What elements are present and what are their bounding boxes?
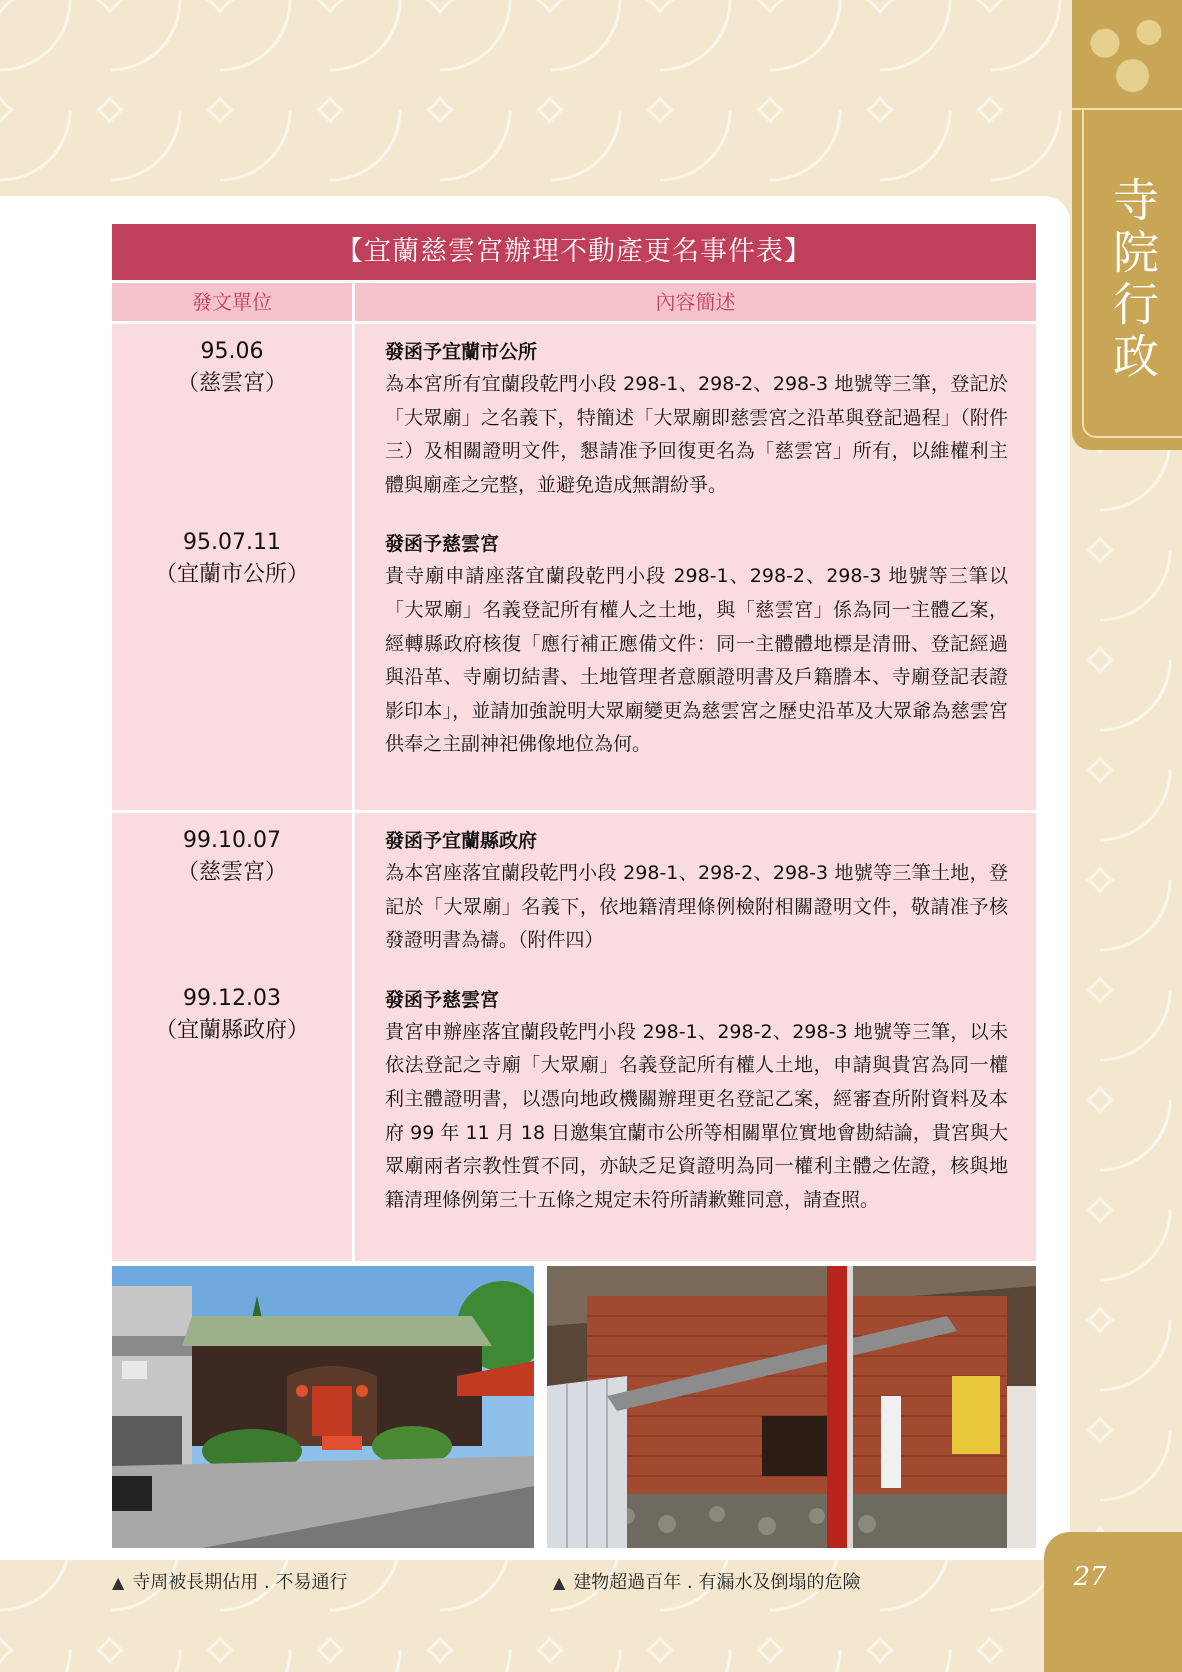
- sender-cell: [112, 813, 352, 1261]
- temple-courtyard-photo: [112, 1266, 534, 1548]
- entry-date: 95.06: [200, 339, 264, 364]
- page-tab: [1044, 1532, 1182, 1672]
- entry-heading: 發函予宜蘭市公所: [385, 341, 538, 363]
- entry-body: 為本宮座落宜蘭段乾門小段 298-1、298-2、298-3 地號等三筆土地，登記於「大眾廟」名義下，依地籍清理條例檢附相關證明文件，敬請准予核發證明書為禱。（附件四）: [385, 862, 1008, 952]
- entry-unit: （宜蘭市公所）: [154, 562, 309, 587]
- event-table: [112, 224, 1036, 1261]
- entry-summary: [385, 528, 1008, 762]
- triangle-icon: ▲: [553, 1573, 566, 1592]
- summary-cell: [355, 813, 1036, 1261]
- entry-heading: 發函予宜蘭縣政府: [385, 830, 538, 852]
- table-block: [112, 324, 1036, 810]
- brick-building-photo: [547, 1266, 1036, 1548]
- right-photo-caption: [553, 1568, 860, 1594]
- entry-unit: （宜蘭縣政府）: [154, 1018, 309, 1043]
- header-sender: 發文單位: [112, 283, 352, 321]
- entry-sender: [112, 825, 352, 889]
- entry-body: 貴寺廟申請座落宜蘭段乾門小段 298-1、298-2、298-3 地號等三筆以「大眾廟」名義登記所有權人之土地，與「慈雲宮」係為同一主體乙案，經轉縣政府核復「應行補正應備文件：同一主體體地標是清冊、登記經過與沿革、寺廟切結書、土地管理者意願證明書及戶籍謄本、寺廟登記表證影印本」，並請加強說明大眾廟變更為慈雲宮之歷史沿革及大眾爺為慈雲宮供奉之主副神祀佛像地位為何。: [385, 565, 1008, 756]
- entry-sender: [112, 983, 352, 1047]
- entry-unit: （慈雲宮）: [176, 371, 287, 396]
- caption-text: 建物超過百年 . 有漏水及倒塌的危險: [573, 1572, 861, 1593]
- triangle-icon: ▲: [112, 1573, 125, 1592]
- entry-summary: [385, 336, 1008, 502]
- left-photo-caption: [112, 1568, 347, 1594]
- entry-body: 為本宮所有宜蘭段乾門小段 298-1、298-2、298-3 地號等三筆，登記於「大眾廟」之名義下，特簡述「大眾廟即慈雲宮之沿革與登記過程」（附件三）及相關證明文件，懇請准予回復更名為「慈雲宮」所有，以維權利主體與廟產之完整，並避免造成無謂紛爭。: [385, 373, 1008, 496]
- warning-sign-white: [881, 1396, 901, 1488]
- sender-cell: [112, 324, 352, 810]
- section-title: 寺院行政: [1106, 176, 1160, 384]
- entry-unit: （慈雲宮）: [176, 860, 287, 885]
- table-header-row: [112, 283, 1036, 321]
- entry-summary: [385, 984, 1008, 1218]
- entry-heading: 發函予慈雲宮: [385, 988, 500, 1011]
- entry-date: 95.07.11: [183, 530, 281, 555]
- entry-body: 貴宮申辦座落宜蘭段乾門小段 298-1、298-2、298-3 地號等三筆，以未依法登記之寺廟「大眾廟」名義登記所有權人土地，申請與貴宮為同一權利主體證明書，以憑向地政機關辦理更名登記乙案，經審查所附資料及本府 99 年 11 月 18 日邀集宜蘭市公所等相關單位實地會勘結論，貴宮與大眾廟兩者宗教性質不同，亦缺乏足資證明為同一權利主體之佐證，核與地籍清理條例第三十五條之規定未符所請歉難同意，請查照。: [385, 1020, 1008, 1211]
- entry-date: 99.10.07: [183, 828, 281, 853]
- caption-text: 寺周被長期佔用 . 不易通行: [132, 1572, 348, 1593]
- table-title: 【宜蘭慈雲宮辦理不動產更名事件表】: [112, 224, 1036, 280]
- entry-date: 99.12.03: [183, 986, 281, 1011]
- table-block: [112, 813, 1036, 1261]
- ornament-icon: [1072, 0, 1182, 110]
- entry-sender: [112, 527, 352, 591]
- header-summary: 內容簡述: [355, 283, 1036, 321]
- entry-summary: [385, 825, 1008, 958]
- entry-sender: [112, 336, 352, 400]
- entry-heading: 發函予慈雲宮: [385, 533, 500, 556]
- summary-cell: [355, 324, 1036, 810]
- warning-sign-yellow: [952, 1376, 1000, 1454]
- page-number: 27: [1073, 1562, 1107, 1592]
